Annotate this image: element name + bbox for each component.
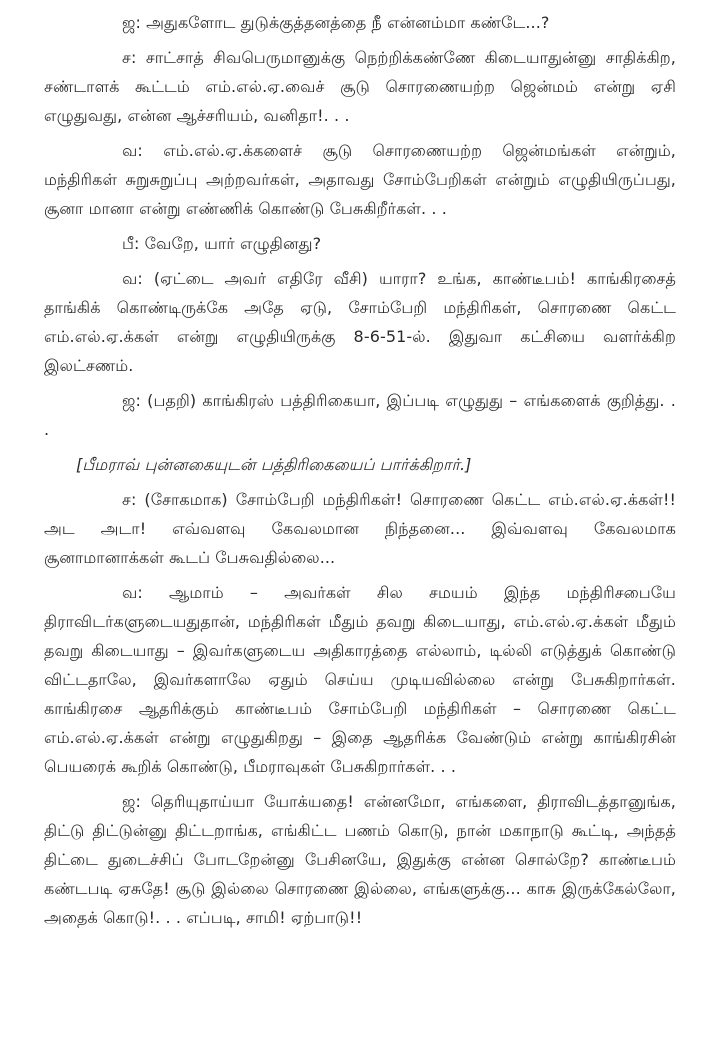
dialogue-paragraph: வ: (ஏட்டை அவர் எதிரே வீசி) யாரா? உங்க, காண்டீபம்! காங்கிரசைத் தாங்கிக் கொண்டிருக்கே அதே ஏடு, சோம்பேறி மந்திரிகள், சொரணை கெட்ட எம்.எல்.ஏ.க்கள் என்று எழுதியிருக்கு 8-6-51-ல். இதுவா கட்சியை வளர்க்கிற இலட்சணம்.	[44, 269, 676, 375]
dialogue-paragraph: வ: எம்.எல்.ஏ.க்களைச் சூடு சொரணையற்ற ஜென்மங்கள் என்றும், மந்திரிகள் சுறுசுறுப்பு அற்றவர்கள், அதாவது சோம்பேறிகள் என்றும் எழுதியிருப்பது, சூனா மானா என்று எண்ணிக் கொண்டு பேசுகிறீர்கள். . .	[44, 141, 676, 218]
stage-direction: [பீமராவ் புன்னகையுடன் பத்திரிகையைப் பார்க்கிறார்.]	[76, 455, 472, 474]
dialogue-paragraph: ஜ: அதுகளோட துடுக்குத்தனத்தை நீ என்னம்மா கண்டே...?	[122, 13, 550, 32]
dialogue-paragraph: ஜ: (பதறி) காங்கிரஸ் பத்திரிகையா, இப்படி எழுதுது – எங்களைக் குறித்து. . .	[44, 391, 676, 439]
dialogue-paragraph: வ: ஆமாம் – அவர்கள் சில சமயம் இந்த மந்திரிசபையே திராவிடர்களுடையதுதான், மந்திரிகள் மீதும் தவறு கிடையாது, எம்.எல்.ஏ.க்கள் மீதும் தவறு கிடையாது – இவர்களுடைய அதிகாரத்தை எல்லாம், டில்லி எடுத்துக் கொண்டு விட்டதாலே, இவர்களாலே ஏதும் செய்ய முடியவில்லை என்று பேசுகிறார்கள். காங்கிரசை ஆதரிக்கும் காண்டீபம் சோம்பேறி மந்திரிகள் – சொரணை கெட்ட எம்.எல்.ஏ.க்கள் என்று எழுதுகிறது – இதை ஆதரிக்க வேண்டும் என்று காங்கிரசின் பெயரைக் கூறிக் கொண்டு, பீமராவுகள் பேசுகிறார்கள். . .	[44, 583, 676, 776]
document-page	[44, 8, 676, 938]
dialogue-paragraph: பீ: வேறே, யார் எழுதினது?	[122, 234, 322, 253]
dialogue-paragraph: ச: சாட்சாத் சிவபெருமானுக்கு நெற்றிக்கண்ணே கிடையாதுன்னு சாதிக்கிற, சண்டாளக் கூட்டம் எம்.எல்.ஏ.வைச் சூடு சொரணையற்ற ஜென்மம் என்று ஏசி எழுதுவது, என்ன ஆச்சரியம், வனிதா!. . .	[44, 48, 676, 125]
dialogue-paragraph: ஜ: தெரியுதாய்யா யோக்யதை! என்னமோ, எங்களை, திராவிடத்தானுங்க, திட்டு திட்டுன்னு திட்டறாங்க, எங்கிட்ட பணம் கொடு, நான் மகாநாடு கூட்டி, அந்தத் திட்டை துடைச்சிப் போடறேன்னு பேசினயே, இதுக்கு என்ன சொல்றே? காண்டீபம் கண்டபடி ஏசுதே! சூடு இல்லை சொரணை இல்லை, எங்களுக்கு... காசு இருக்கேல்லோ, அதைக் கொடு!. . . எப்படி, சாமி! ஏற்பாடு!!	[44, 792, 676, 927]
dialogue-paragraph: ச: (சோகமாக) சோம்பேறி மந்திரிகள்! சொரணை கெட்ட எம்.எல்.ஏ.க்கள்!! அட அடா! எவ்வளவு கேவலமான நிந்தனை... இவ்வளவு கேவலமாக சூனாமானாக்கள் கூடப் பேசுவதில்லை...	[44, 490, 676, 567]
